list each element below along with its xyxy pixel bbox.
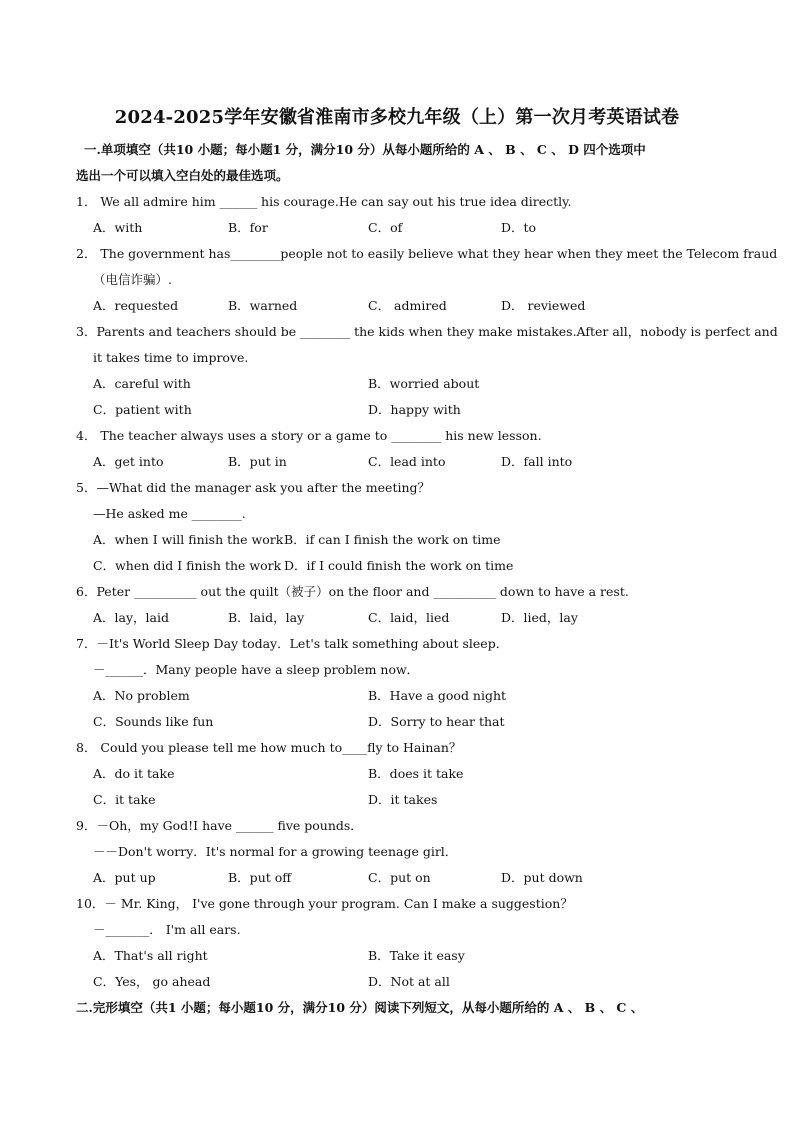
question-5-cont: —He asked me ________.	[93, 506, 246, 521]
q9-option-d: D．put down	[501, 870, 583, 885]
question-7-cont: －______．Many people have a sleep problem now．	[93, 662, 420, 677]
q2-option-a: A．requested	[93, 298, 179, 313]
question-2: 2． The government has________people not to easily believe what they hear when they meet the Telecom fraud	[76, 246, 778, 261]
question-9-cont: －－Don't worry．It's normal for a growing teenage girl．	[93, 844, 458, 859]
q3-option-d: D．happy with	[368, 402, 461, 417]
q4-option-d: D．fall into	[501, 454, 573, 469]
q10-option-b: B．Take it easy	[368, 948, 465, 963]
question-7: 7．－It's World Sleep Day today．Let's talk something about sleep．	[76, 636, 509, 651]
q1-option-d: D．to	[501, 220, 537, 235]
q2-option-c: C． admired	[368, 298, 447, 313]
q2-option-b: B．warned	[228, 298, 298, 313]
q9-option-a: A．put up	[93, 870, 156, 885]
question-3-cont: it takes time to improve.	[93, 350, 249, 365]
page-title: 2024-2025学年安徽省淮南市多校九年级（上）第一次月考英语试卷	[114, 107, 680, 128]
q5-option-d: D．if I could finish the work on time	[284, 558, 514, 573]
question-9: 9．－Oh，my God!I have ______ five pounds．	[76, 818, 363, 833]
q1-option-a: A．with	[93, 220, 143, 235]
q8-option-c: C．it take	[93, 792, 156, 807]
q9-option-c: C．put on	[368, 870, 431, 885]
q6-option-b: B．laid，lay	[228, 610, 305, 625]
q5-option-b: B．if can I finish the work on time	[284, 532, 501, 547]
question-5: 5．—What did the manager ask you after the meeting？	[76, 480, 431, 495]
q8-option-a: A．do it take	[93, 766, 175, 781]
q3-option-b: B．worried about	[368, 376, 480, 391]
q4-option-a: A．get into	[93, 454, 164, 469]
question-3: 3．Parents and teachers should be ________ the kids when they make mistakes.After all，nobody is perfect and	[76, 324, 778, 339]
q10-option-a: A．That's all right	[93, 948, 208, 963]
question-4: 4． The teacher always uses a story or a game to ________ his new lesson.	[76, 428, 542, 443]
q4-option-c: C．lead into	[368, 454, 446, 469]
section1-heading-cont: 选出一个可以填入空白处的最佳选项。	[76, 168, 289, 183]
question-10-cont: －_______． I'm all ears.	[93, 922, 241, 937]
q1-option-b: B．for	[228, 220, 268, 235]
q8-option-b: B．does it take	[368, 766, 464, 781]
q10-option-c: C．Yes， go ahead	[93, 974, 211, 989]
q7-option-b: B．Have a good night	[368, 688, 507, 703]
q7-option-c: C．Sounds like fun	[93, 714, 214, 729]
q10-option-d: D．Not at all	[368, 974, 450, 989]
section1-heading: 一.单项填空（共10 小题；每小题1 分，满分10 分）从每小题所给的 A 、 B 、 C 、 D 四个选项中	[84, 142, 646, 157]
q4-option-b: B．put in	[228, 454, 287, 469]
q8-option-d: D．it takes	[368, 792, 438, 807]
question-8: 8． Could you please tell me how much to____fly to Hainan？	[76, 740, 462, 755]
q5-option-c: C．when did I finish the work	[93, 558, 282, 573]
q7-option-d: D．Sorry to hear that	[368, 714, 505, 729]
q6-option-c: C．laid，lied	[368, 610, 450, 625]
q3-option-a: A．careful with	[93, 376, 191, 391]
q2-option-d: D． reviewed	[501, 298, 586, 313]
section2-heading: 二.完形填空（共1 小题；每小题10 分，满分10 分）阅读下列短文，从每小题所给的 A 、 B 、 C 、	[76, 1000, 644, 1015]
question-6: 6．Peter __________ out the quilt（被子）on the floor and __________ down to have a rest.	[76, 584, 629, 599]
q6-option-a: A．lay，laid	[93, 610, 169, 625]
question-2-cont: （电信诈骗）.	[93, 272, 172, 287]
q7-option-a: A．No problem	[93, 688, 190, 703]
q9-option-b: B．put off	[228, 870, 292, 885]
q6-option-d: D．lied，lay	[501, 610, 578, 625]
q3-option-c: C．patient with	[93, 402, 192, 417]
question-10: 10．－ Mr. King， I've gone through your program. Can I make a suggestion？	[76, 896, 573, 911]
q5-option-a: A．when I will finish the work	[93, 532, 284, 547]
question-1: 1． We all admire him ______ his courage.He can say out his true idea directly.	[76, 194, 572, 209]
q1-option-c: C．of	[368, 220, 403, 235]
